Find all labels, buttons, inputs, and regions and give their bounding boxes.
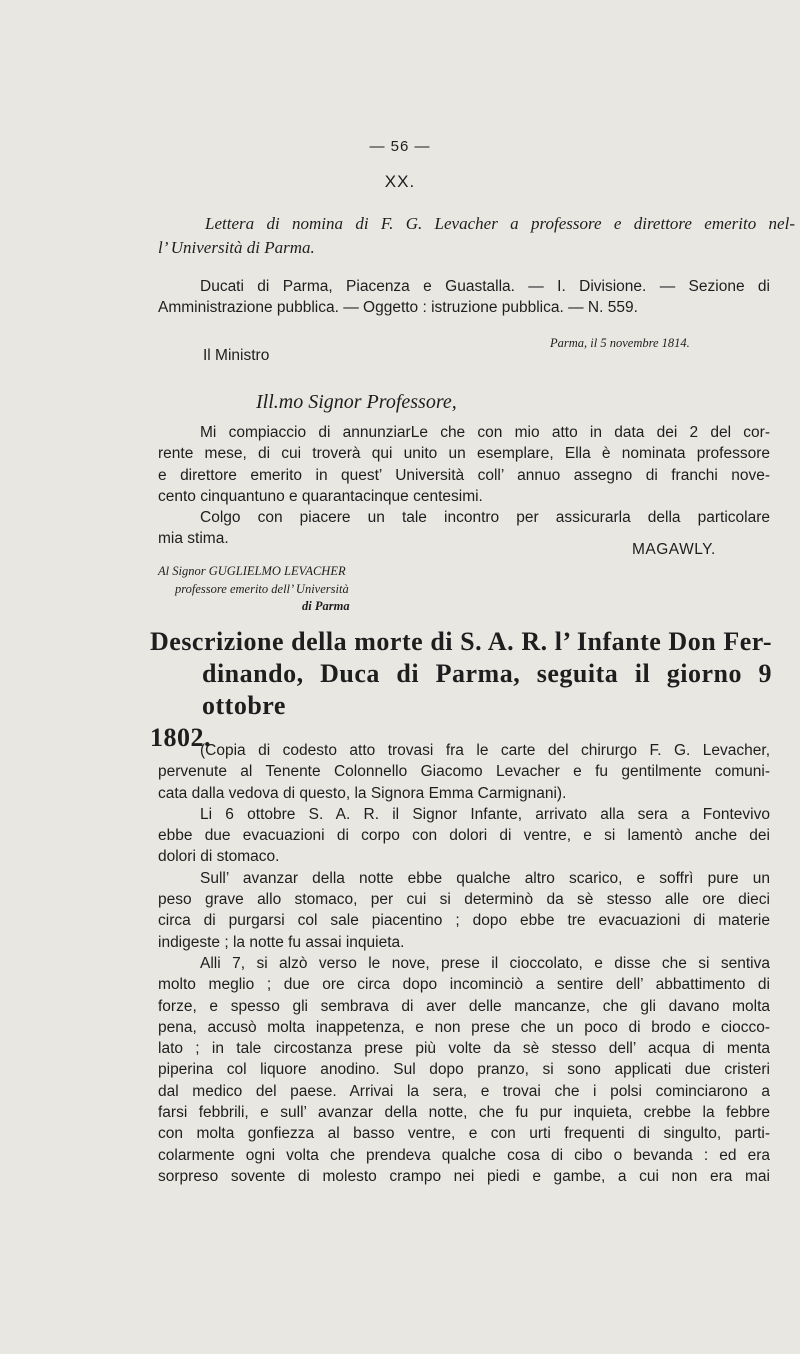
section-body-line: pervenute al Tenente Colonnello Giacomo Levacher e fu gentilmente comuni- xyxy=(158,763,770,781)
section-heading-line: Descrizione della morte di S. A. R. l’ Infante Don Fer- xyxy=(150,627,772,656)
letter-body-line: rente mese, di cui troverà qui unito un esemplare, Ella è nominata professore xyxy=(158,445,770,463)
address-line-3 xyxy=(302,599,350,614)
section-body-line: ebbe due evacuazioni di corpo con dolori di ventre, e si lamentò anche dei xyxy=(158,827,770,845)
section-body-line: con molta gonfiezza al basso ventre, e con urti frequenti di singulto, parti- xyxy=(158,1125,770,1143)
letter-dateline: Parma, il 5 novembre 1814. xyxy=(550,336,690,350)
chapter-number: XX. xyxy=(384,172,416,191)
minister-label: Il Ministro xyxy=(203,347,270,364)
page-number: — 56 — xyxy=(369,138,431,155)
section-body-line: Li 6 ottobre S. A. R. il Signor Infante, arrivato alla sera a Fontevivo xyxy=(200,805,770,823)
section-body-line: sorpreso sovente di molesto crampo nei piedi e gambe, a cui non era mai xyxy=(158,1167,770,1185)
section-body-line: farsi febbrili, e sull’ avanzar della notte, che fu pur inquieta, crebbe la febbre xyxy=(158,1104,770,1122)
ducati-line-1: Ducati di Parma, Piacenza e Guastalla. — I. Divisione. — Sezione di xyxy=(200,278,770,295)
section-body-line: circa di purgarsi col sale piacentino ; dopo ebbe tre evacuazioni di materie xyxy=(158,912,770,930)
letter-body-line: Colgo con piacere un tale incontro per assicurarla della particolare xyxy=(200,509,770,527)
section-body-line: Alli 7, si alzò verso le nove, prese il cioccolato, e disse che si sentiva xyxy=(200,954,770,972)
letter-body xyxy=(158,422,770,550)
letter-title-line-1: Lettera di nomina di F. G. Levacher a professore e direttore emerito nel- xyxy=(205,214,795,233)
section-heading xyxy=(150,626,772,754)
section-body-line: piperina col liquore anodino. Sul dopo pranzo, si sono applicati due cristeri xyxy=(158,1061,770,1079)
section-body xyxy=(158,740,770,1187)
letter-body-line: cento cinquantuno e quarantacinque centesimi. xyxy=(158,487,483,505)
ducati-line-2: Amministrazione pubblica. — Oggetto : istruzione pubblica. — N. 559. xyxy=(158,299,638,316)
letter-salutation: Ill.mo Signor Professore, xyxy=(256,391,457,413)
section-heading-line: 1802. xyxy=(150,723,211,752)
letter-title-line-2: l’ Università di Parma. xyxy=(158,238,315,257)
letter-body-line: mia stima. xyxy=(158,530,229,548)
section-body-line: indigeste ; la notte fu assai inquieta. xyxy=(158,933,405,951)
section-heading-line: dinando, Duca di Parma, seguita il giorno 9 ottobre xyxy=(202,659,772,720)
section-body-line: cata dalla vedova di questo, la Signora Emma Carmignani). xyxy=(158,784,567,802)
section-body-line: pena, accusò molta inappetenza, e non prese che un poco di brodo e ciocco- xyxy=(158,1018,770,1036)
address-line-2: professore emerito dell’ Università xyxy=(175,582,349,596)
section-body-line: dolori di stomaco. xyxy=(158,848,280,866)
section-body-line: Sull’ avanzar della notte ebbe qualche altro scarico, e soffrì pure un xyxy=(200,869,770,887)
section-body-line: (Copia di codesto atto trovasi fra le carte del chirurgo F. G. Levacher, xyxy=(200,742,770,759)
letter-body-line: Mi compiaccio di annunziarLe che con mio atto in data dei 2 del cor- xyxy=(200,424,770,441)
letter-body-line: e direttore emerito in quest’ Università coll’ annuo assegno di franchi nove- xyxy=(158,466,770,484)
section-body-line: peso grave allo stomaco, per cui si determinò da sè stesso alle ore dieci xyxy=(158,891,770,909)
address-city: di Parma xyxy=(302,599,350,613)
section-body-line: forze, e spesso gli sembrava di aver delle mancanze, che gli davano molta xyxy=(158,997,770,1015)
letter-signature: MAGAWLY. xyxy=(632,541,716,558)
section-body-line: dal medico del paese. Arrivai la sera, e trovai che i polsi cominciarono a xyxy=(158,1082,770,1100)
section-body-line: molto meglio ; due ore circa dopo incominciò a sentire dell’ abbattimento di xyxy=(158,976,770,994)
section-body-line: colarmente ogni volta che prendeva qualche cosa di cibo o bevanda : ed era xyxy=(158,1146,770,1164)
section-body-line: lato ; in tale circostanza prese più volte da sè stesso dell’ acqua di menta xyxy=(158,1040,770,1058)
address-line-1: Al Signor GUGLIELMO LEVACHER xyxy=(158,564,346,578)
